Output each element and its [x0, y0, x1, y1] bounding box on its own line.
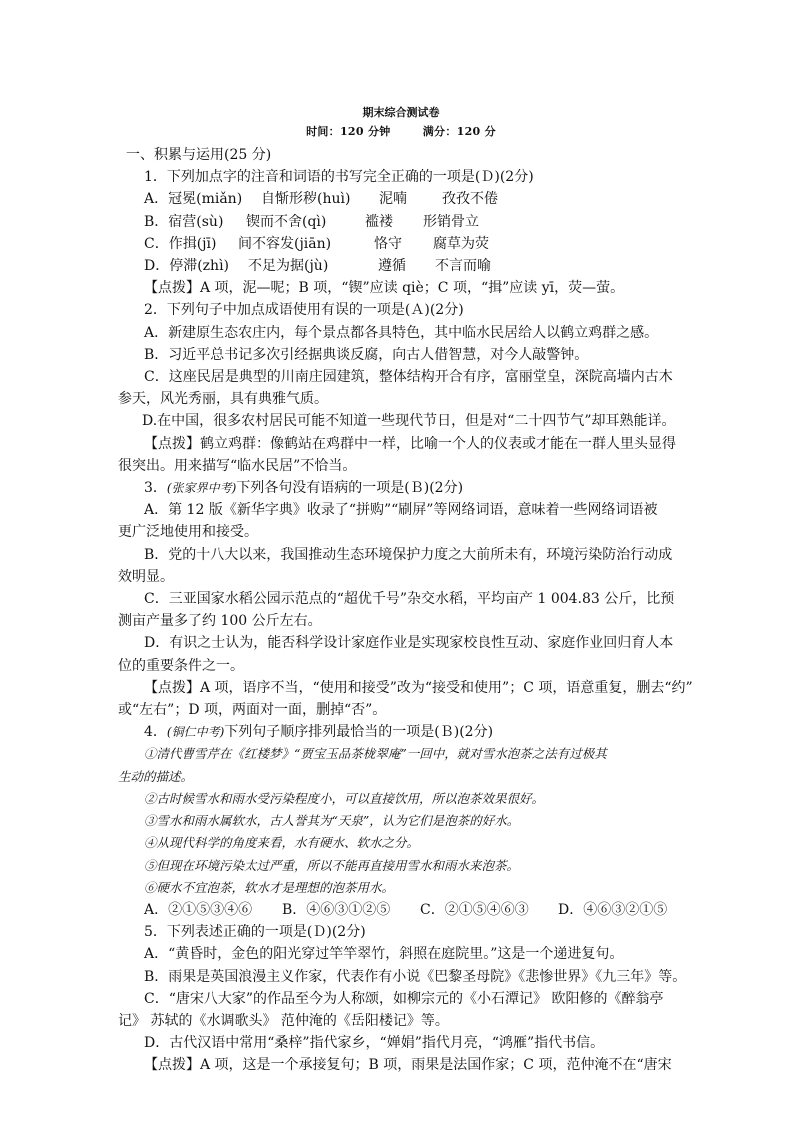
question-1-options [118, 188, 684, 277]
question-3-tip [118, 677, 693, 699]
question-5-option-c: C．“唐宋八大家”的作品至今为人称颂，如柳宗元的《小石潭记》 欧阳修的《醉翁亭 [144, 990, 664, 1007]
question-3-option-c-cont: 测亩产量多了约 100 公斤左右。 [118, 613, 322, 630]
question-1-tip [118, 277, 684, 299]
option-item: 泥喃 [379, 191, 407, 208]
option-item: C．作揖(jī) [144, 235, 217, 252]
tip-text: A 项，语序不当，“使用和接受”改为“接受和使用”；C 项，语意重复，删去“约” [200, 679, 693, 696]
question-3-option-a: A．第 12 版《新华字典》收录了“拼购”“刷屏”等网络词语，意味着一些网络词语被 [144, 502, 658, 519]
sentence-6: ⑥硬水不宜泡茶，软水才是理想的泡茶用水。 [144, 879, 395, 895]
exam-page [118, 96, 693, 1077]
question-4-options [118, 899, 684, 921]
option-item: D．停滞(zhì) [144, 258, 230, 275]
question-3-option-b: B．党的十八大以来，我国推动生态环境保护力度之大前所未有，环境污染防治行动成 [144, 546, 673, 563]
question-2-option-b: B．习近平总书记多次引经据典谈反腐，向古人借智慧，对今人敲警钟。 [144, 346, 589, 363]
question-3-option-b-cont: 效明显。 [118, 568, 174, 585]
option-item: 孜孜不倦 [442, 191, 498, 208]
question-3-option-d-cont: 位的重要条件之一。 [118, 657, 244, 674]
sentence-1-cont: 生动的描述。 [118, 768, 194, 784]
option-item: D．④⑥③②①⑤ [558, 901, 668, 918]
question-3-tip-cont: 或“左右”；D 项，两面对一面，删掉“否”。 [118, 702, 387, 719]
question-4-stem [118, 721, 684, 743]
sentence-2: ②古时候雪水和雨水受污染程度小，可以直接饮用，所以泡茶效果很好。 [144, 790, 545, 806]
question-3-option-d: D．有识之士认为，能否科学设计家庭作业是实现家校良性互动、家庭作业回归育人本 [144, 635, 674, 652]
question-2-option-c: C．这座民居是典型的川南庄园建筑，整体结构开合有序，富丽堂皇，深院高墙内古木 [144, 369, 673, 386]
section-heading: 一、积累与运用(25 分) [126, 147, 272, 163]
question-number: 4． [144, 724, 167, 741]
question-source: (张家界中考) [166, 481, 237, 496]
option-item: 遵循 [378, 258, 406, 275]
question-text: 下列句子顺序排列最恰当的一项是(Ｂ)(2分) [224, 724, 494, 741]
option-item: C．②①⑤④⑥③ [420, 901, 529, 918]
option-item: 褴褛 [365, 213, 393, 230]
question-2-option-c-cont: 参天，风光秀丽，具有典雅气质。 [118, 391, 328, 408]
option-item: 恪守 [374, 235, 402, 252]
option-item: B．宿营(sù) [144, 213, 224, 230]
tip-label: 【点拨】 [144, 1057, 200, 1074]
question-source: (铜仁中考) [166, 725, 225, 740]
sentence-1: ①清代曹雪芹在《红楼梦》“贾宝玉品茶栊翠庵”一回中，就对雪水泡茶之法有过极其 [144, 746, 607, 762]
exam-subtitle [118, 122, 684, 142]
tip-label: 【点拨】 [144, 280, 200, 297]
question-2-option-d: D.在中国，很多农村居民可能不知道一些现代节日，但是对“二十四节气”却耳熟能详。 [142, 413, 676, 430]
exam-time: 时间：120 分钟 [306, 125, 391, 138]
option-item: A．②①⑤③④⑥ [144, 901, 253, 918]
question-5-option-a: A．“黄昏时，金色的阳光穿过竿竿翠竹，斜照在庭院里。”这是一个递进复句。 [144, 946, 624, 963]
tip-label: 【点拨】 [144, 435, 200, 452]
option-item: B．④⑥③①②⑤ [282, 901, 391, 918]
option-item: 形销骨立 [423, 213, 479, 230]
option-item: A．冠冕(miǎn) [144, 191, 243, 208]
question-5-stem: 5．下列表述正确的一项是(Ｄ)(2分) [144, 924, 366, 941]
exam-score: 满分：120 分 [422, 125, 496, 138]
tip-label: 【点拨】 [144, 679, 200, 696]
option-item: 间不容发(jiān) [238, 235, 332, 252]
tip-text: 鹤立鸡群：像鹤站在鸡群中一样，比喻一个人的仪表或才能在一群人里头显得 [200, 435, 676, 452]
question-1-stem: 1．下列加点字的注音和词语的书写完全正确的一项是(Ｄ)(2分) [144, 169, 534, 186]
question-2-tip-cont: 很突出。用来描写“临水民居”不恰当。 [118, 457, 357, 474]
question-2-stem: 2．下列句子中加点成语使用有误的一项是(Ａ)(2分) [144, 302, 464, 319]
sentence-3: ③雪水和雨水属软水，古人誉其为“天泉”，认为它们是泡茶的好水。 [144, 813, 520, 829]
sentence-4: ④从现代科学的角度来看，水有硬水、软水之分。 [144, 835, 420, 851]
option-row [118, 188, 684, 210]
question-3-stem [118, 477, 684, 499]
option-row [118, 255, 684, 277]
option-item: 锲而不舍(qì) [246, 213, 327, 230]
question-number: 3． [144, 480, 167, 497]
tip-text: A 项，这是一个承接复句；B 项，雨果是法国作家；C 项，范仲淹不在“唐宋 [200, 1057, 672, 1074]
option-row [118, 233, 684, 255]
option-item: 腐草为荧 [433, 235, 489, 252]
option-item: 不足为据(jù) [248, 258, 329, 275]
question-2-option-a: A．新建原生态农庄内，每个景点都各具特色，其中临水民居给人以鹤立鸡群之感。 [144, 324, 659, 341]
sentence-5: ⑤但现在环境污染太过严重，所以不能再直接用雪水和雨水来泡茶。 [144, 857, 520, 873]
question-5-tip [118, 1054, 684, 1076]
question-2-tip [118, 433, 684, 455]
question-text: 下列各句没有语病的一项是(Ｂ)(2分) [236, 480, 464, 497]
question-5-option-d: D．古代汉语中常用“桑梓”指代家乡，“婵娟”指代月亮，“鸿雁”指代书信。 [144, 1035, 605, 1052]
question-3-option-c: C．三亚国家水稻公园示范点的“超优千号”杂交水稻，平均亩产 1 004.83 公斤，比预 [144, 591, 675, 608]
exam-title: 期末综合测试卷 [362, 106, 440, 119]
tip-text: A 项，泥—呢；B 项，“锲”应读 qiè；C 项，“揖”应读 yī，荧—萤。 [200, 280, 625, 297]
question-3-option-a-cont: 更广泛地使用和接受。 [118, 524, 258, 541]
option-item: 不言而喻 [435, 258, 491, 275]
question-5-option-b: B．雨果是英国浪漫主义作家，代表作有小说《巴黎圣母院》《悲惨世界》《九三年》等。 [144, 968, 687, 985]
option-item: 自惭形秽(huì) [261, 191, 351, 208]
question-5-option-c-cont: 记》 苏轼的《水调歌头》 范仲淹的《岳阳楼记》等。 [118, 1012, 449, 1029]
option-row [118, 211, 684, 233]
